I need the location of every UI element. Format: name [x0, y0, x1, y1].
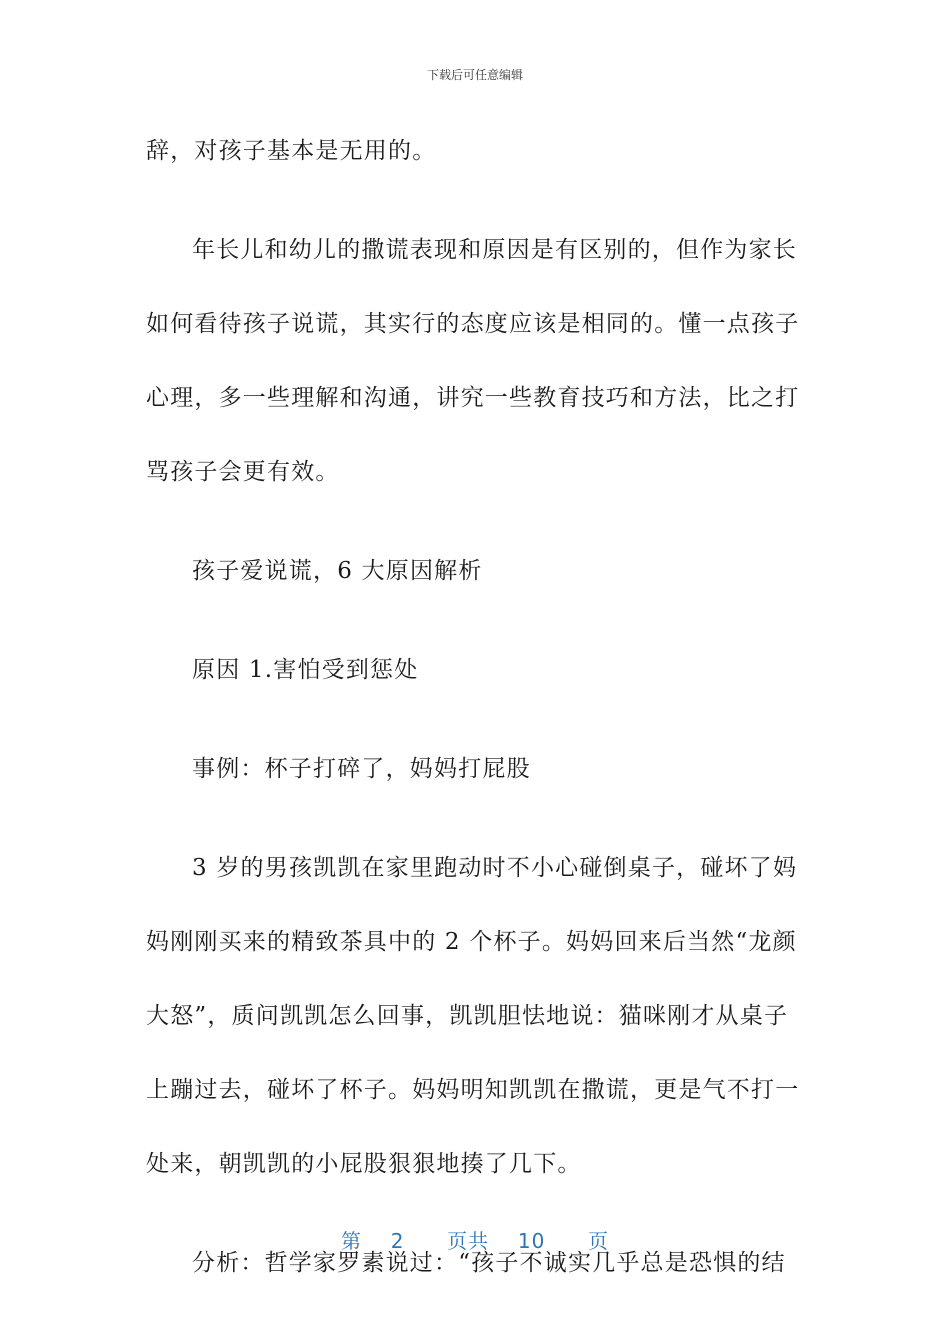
page-current: 2: [390, 1229, 405, 1253]
text-line: 分析：哲学家罗素说过：“孩子不诚实几乎总是恐惧的结: [192, 1250, 786, 1276]
header-note: 下载后可任意编辑: [426, 68, 523, 82]
document-body: [146, 114, 800, 1325]
text-line: 大怒”，质问凯凯怎么回事，凯凯胆怯地说：猫咪刚才从桌子: [146, 1003, 789, 1029]
example-heading: [146, 732, 796, 806]
text-line: 事例：杯子打碎了，妈妈打屁股: [192, 756, 531, 782]
text-line: 妈刚刚买来的精致茶具中的 2 个杯子。妈妈回来后当然“龙颜: [146, 929, 797, 955]
text-line: 上蹦过去，碰坏了杯子。妈妈明知凯凯在撒谎，更是气不打一: [146, 1077, 800, 1103]
page-middle: 页共: [447, 1229, 490, 1253]
paragraph-2: [146, 213, 800, 509]
text-line: 心理，多一些理解和沟通，讲究一些教育技巧和方法，比之打: [146, 385, 800, 411]
text-line: 年长儿和幼儿的撒谎表现和原因是有区别的，但作为家长: [192, 237, 797, 263]
page-prefix: 第: [340, 1229, 362, 1253]
paragraph-1: [146, 114, 796, 188]
page-footer: [0, 1225, 950, 1254]
text-line: 孩子爱说谎，6 大原因解析: [192, 558, 483, 584]
text-line: 辞，对孩子基本是无用的。: [146, 138, 437, 164]
text-line: 原因 1.害怕受到惩处: [192, 657, 419, 683]
page-total: 10: [517, 1229, 546, 1253]
text-line: 处来，朝凯凯的小屁股狠狠地揍了几下。: [146, 1151, 582, 1177]
text-line: 如何看待孩子说谎，其实行的态度应该是相同的。懂一点孩子: [146, 311, 800, 337]
text-line: 骂孩子会更有效。: [146, 459, 340, 485]
page-suffix: 页: [588, 1229, 610, 1253]
paragraph-example: [146, 831, 800, 1201]
section-heading: [146, 534, 796, 608]
text-line: 3 岁的男孩凯凯在家里跑动时不小心碰倒桌子，碰坏了妈: [192, 855, 798, 881]
reason-heading: [146, 633, 796, 707]
